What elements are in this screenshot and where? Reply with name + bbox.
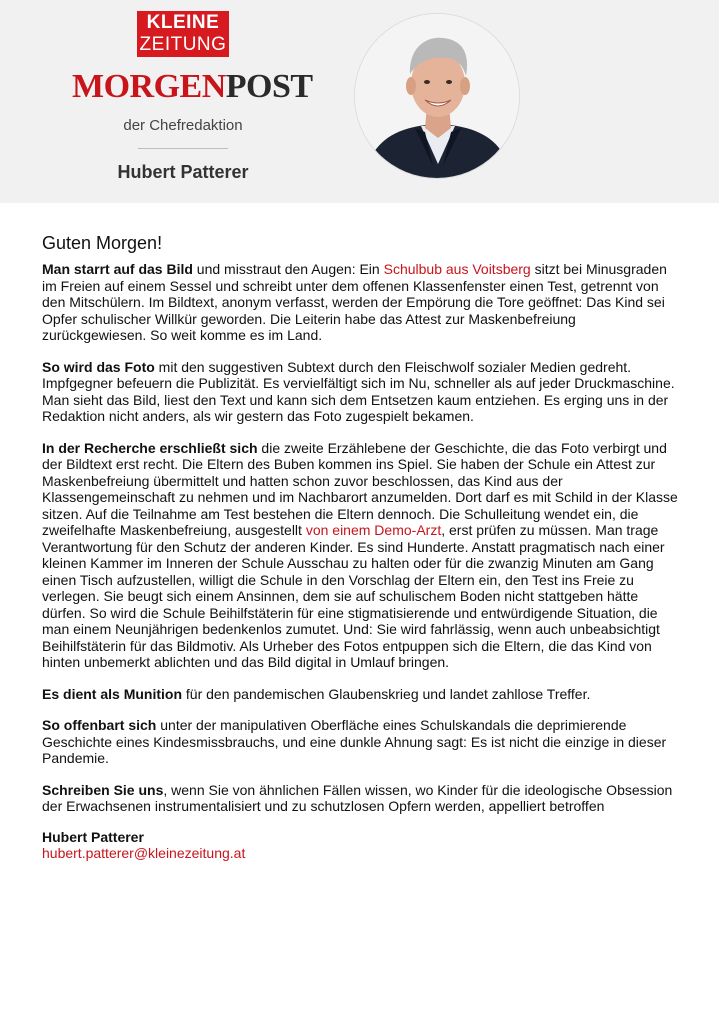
paragraph-1-text-a: und misstraut den Augen: Ein [192, 261, 384, 277]
paragraph-1-lead: Man starrt auf das Bild [42, 261, 193, 277]
paragraph-5 [42, 717, 682, 767]
masthead-title [72, 67, 313, 107]
masthead-red-part: MORGEN [72, 68, 226, 105]
signature-name: Hubert Patterer [42, 828, 144, 845]
paragraph-6 [42, 782, 682, 815]
article-body [42, 232, 682, 862]
paragraph-1-text-b: sitzt bei Minusgraden im Freien auf einem Sessel und schreibt unter dem offenen Klassenfenster einen Test, getrennt von den Mitschülern. Im Bildtext, anonym verfasst, werden der Empörung die Tore geöffnet: Das Kind sei Opfer schulischer Willkür geworden. Die Leiterin habe das Attest zur Maskenbefreiung zurückgewiesen. So weit komme es im Land. [42, 261, 667, 343]
paragraph-4-lead: Es dient als Munition [42, 685, 183, 702]
masthead-dark-part: POST [225, 68, 313, 105]
masthead-subtitle: der Chefredaktion [123, 117, 243, 134]
paragraph-3-text-a: die zweite Erzählebene der Geschichte, die das Foto verbirgt und der Bildtext erst recht. Die Eltern des Buben kommen ins Spiel. Sie haben der Schule ein Attest zur Maskenbefreiung übermittelt und hatten schon zuvor beschlossen, das Kind aus der Klassengemeinschaft zu nehmen und im Nachbarort anzumelden. Dort darf es mit Schild in der Klasse sitzen. Auf die Teilnahme am Test bestehen die Eltern dennoch. Die Schulleitung wendet ein, die zweifelhafte Maskenbefreiung, ausgestellt [42, 439, 678, 538]
paragraph-2-lead: So wird das Foto [42, 358, 155, 375]
header-divider [138, 148, 228, 149]
author-portrait-image [354, 13, 520, 179]
paragraph-6-text: , wenn Sie von ähnlichen Fällen wissen, wo Kinder für die ideologische Obsession der Erwachsenen instrumentalisiert und zu schutzlosen Opfern werden, appelliert betroffen [42, 781, 673, 814]
newsletter-header [0, 0, 719, 203]
paragraph-5-lead: So offenbart sich [42, 717, 157, 733]
paragraph-3-lead: In der Recherche erschließt sich [42, 439, 258, 456]
paragraph-2-text: mit den suggestiven Subtext durch den Fleischwolf sozialer Medien gedreht. Impfgegner befeuern die Publizität. Es vervielfältigt sich im Nu, schneller als auf jeder Druckmaschine. Man sieht das Bild, liest den Text und kann sich dem Entsetzen kaum entziehen. Es erging uns in der Redaktion nicht anders, als wir gestern das Foto zugespielt bekamen. [42, 358, 675, 424]
paragraph-3 [42, 440, 682, 671]
link-schulbub-aus-voitsberg[interactable]: Schulbub aus Voitsberg [383, 261, 531, 277]
logo-line-2: ZEITUNG [139, 34, 227, 55]
paragraph-6-lead: Schreiben Sie uns [42, 781, 164, 798]
logo-line-1: KLEINE [146, 12, 220, 33]
greeting: Guten Morgen! [42, 233, 163, 253]
signature-email-link[interactable]: hubert.patterer@kleinezeitung.at [42, 845, 246, 861]
portrait-icon [355, 14, 520, 179]
paragraph-3-text-b: , erst prüfen zu müssen. Man trage Verantwortung für den Schutz der anderen Kinder. Es sind Hunderte. Anstatt pragmatisch nach einer kleinen Kammer im Inneren der Schule Ausschau zu halten oder für die zwanzig Minuten am Gang einen Tisch aufzustellen, willigt die Schule in den Vorschlag der Eltern ein, den Test ins Freie zu verlegen. Sie beugt sich einem Ansinnen, dem sie auf schulischem Boden nicht stattgeben hätte dürfen. So wird die Schule Beihilfstäterin für eine stigmatisierende und entwürdigende Situation, die man einem Neunjährigen bedenkenlos zumutet. Und: Sie wird fahrlässig, wenn auch unbeabsichtigt Beihilfstäterin für das Bildmotiv. Als Urheber des Fotos entpuppen sich die Eltern, die das Kind von hinten unbemerkt ablichten und das Bild digital in Umlauf bringen. [42, 522, 665, 670]
kleine-zeitung-logo[interactable] [137, 11, 229, 57]
paragraph-1 [42, 261, 682, 344]
paragraph-4-text: für den pandemischen Glaubenskrieg und landet zahllose Treffer. [182, 685, 591, 702]
link-demo-arzt[interactable]: von einem Demo-Arzt [305, 522, 442, 538]
author-name: Hubert Patterer [117, 162, 249, 182]
signature [42, 829, 682, 862]
paragraph-4 [42, 686, 682, 703]
paragraph-2 [42, 359, 682, 425]
paragraph-5-text: unter der manipulativen Oberfläche eines Schulskandals die deprimierende Geschichte eines Kindesmissbrauchs, und eine dunkle Ahnung sagt: Es ist nicht die einzige in dieser Pandemie. [42, 717, 667, 766]
